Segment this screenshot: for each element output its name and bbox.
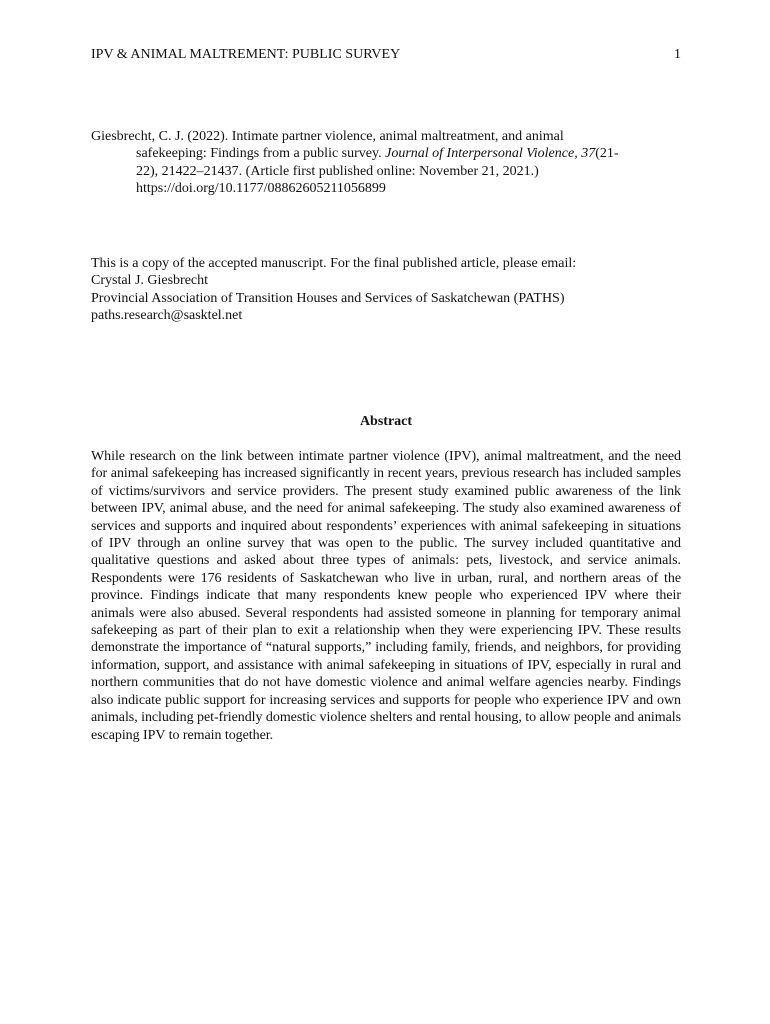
citation-reference [91,128,681,198]
author-name: Crystal J. Giesbrecht [91,273,209,289]
abstract-heading: Abstract [359,414,413,429]
page-number: 1 [674,47,681,62]
notice-intro: This is a copy of the accepted manuscript. For the final published article, please email: [91,256,577,271]
abstract-body: While research on the link between intimate partner violence (IPV), animal maltreatment, and the need for animal safekeeping has increased significantly in recent years, previous research has included samples of victims/survivors and service providers. The present study examined public awareness of the link between IPV, animal abuse, and the need for animal safekeeping. The study also examined awareness of services and supports and inquired about respondents’ experiences with animal safekeeping in situations of IPV through an online survey that was open to the public. The survey included quantitative and qualitative questions and asked about three types of animals: pets, livestock, and service animals. Respondents were 176 residents of Saskatchewan who live in urban, rural, and northern areas of the province. Findings indicate that many respondents knew people who experienced IPV where their animals were also abused. Several respondents had assisted someone in planning for temporary animal safekeeping as part of their plan to exit a relationship when they were experiencing IPV. These results demonstrate the importance of “natural supports,” including family, friends, and neighbors, for providing information, support, and assistance with animal safekeeping in situations of IPV, especially in rural and northern communities that do not have domestic violence and animal welfare agencies nearby. Findings also indicate public support for increasing services and supports for people who experience IPV and own animals, including pet-friendly domestic violence shelters and rental housing, to allow people and animals escaping IPV to remain together. [91,449,681,743]
manuscript-notice [91,255,681,325]
citation-line-1: Giesbrecht, C. J. (2022). Intimate partner violence, animal maltreatment, and animal [91,129,564,144]
citation-line-3: 22), 21422–21437. (Article first published online: November 21, 2021.) [136,163,539,179]
citation-issue-text: (21- [595,146,619,162]
author-email: paths.research@sasktel.net [91,308,243,324]
citation-line-2 [91,145,681,162]
citation-doi-link: https://doi.org/10.1177/08862605211056899 [136,181,386,197]
running-head [91,46,681,64]
running-title: IPV & ANIMAL MALTREMENT: PUBLIC SURVEY [91,47,401,62]
citation-journal-name: Journal of Interpersonal Violence, 37 [385,146,596,162]
citation-title-text: safekeeping: Findings from a public survey. [136,146,386,162]
author-organization: Provincial Association of Transition Houses and Services of Saskatchewan (PATHS) [91,290,565,306]
